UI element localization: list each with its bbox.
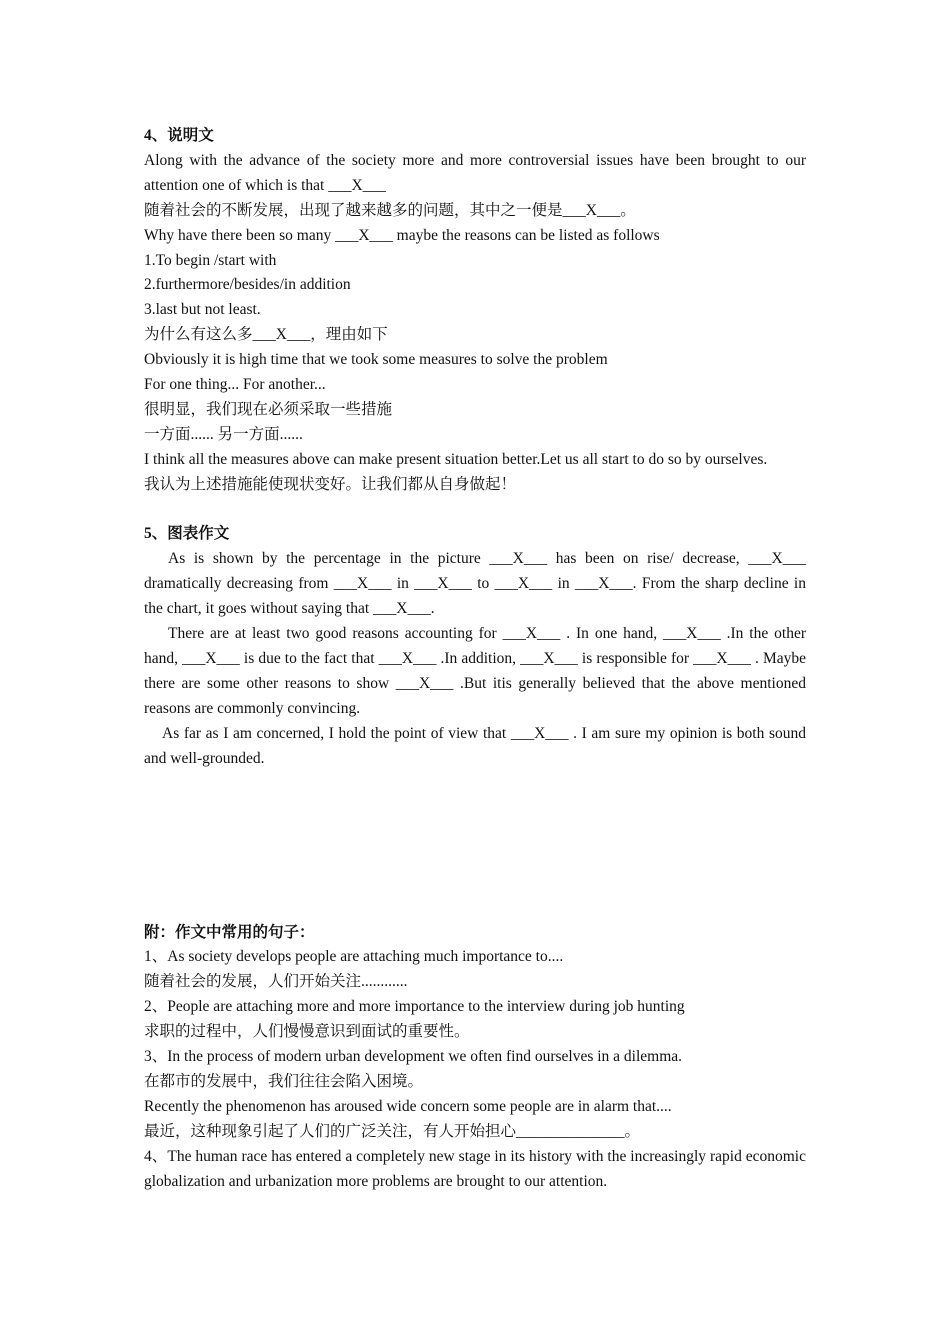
appendix-heading: 附：作文中常用的句子： [144, 923, 315, 941]
section-4-heading: 4、说明文 [144, 127, 214, 144]
appendix-line-2: 随着社会的发展，人们开始关注............ [144, 973, 408, 991]
section-4-line-5: 2.furthermore/besides/in addition [144, 276, 351, 294]
spacer [144, 498, 806, 523]
section-4-line-3: Why have there been so many ___X___ maybe the reasons can be listed as follows [144, 226, 660, 244]
section-5-heading: 5、图表作文 [144, 525, 230, 543]
appendix-line-6: 在都市的发展中，我们往往会陷入困境。 [144, 1072, 424, 1090]
appendix-line-5: 3、In the process of modern urban development we often find ourselves in a dilemma. [144, 1048, 683, 1066]
section-5-paragraph-3: As far as I am concerned, I hold the point of view that ___X___ . I am sure my opinion is both sound and well-grounded. [144, 724, 806, 767]
section-5-paragraph-1: As is shown by the percentage in the picture ___X___ has been on rise/ decrease, ___X___ dramatically decreasing from ___X___ in ___X___ to ___X___ in ___X___. From the sharp decline in the chart, it goes without saying that ___X___. [144, 550, 806, 618]
appendix-line-9: 4、The human race has entered a completely new stage in its history with the increasingly rapid economic globalization and urbanization more problems are brought to our attention. [144, 1147, 806, 1190]
appendix-line-1: 1、As society develops people are attaching much importance to.... [144, 948, 564, 966]
section-4-line-7: 为什么有这么多___X___，理由如下 [144, 326, 388, 344]
document-page [144, 124, 806, 1195]
appendix-line-7: Recently the phenomenon has aroused wide concern some people are in alarm that.... [144, 1097, 672, 1115]
appendix-line-8: 最近，这种现象引起了人们的广泛关注，有人开始担心______________。 [144, 1122, 641, 1140]
section-4-line-13: 我认为上述措施能使现状变好。让我们都从自身做起！ [144, 475, 517, 493]
section-4-line-10: 很明显，我们现在必须采取一些措施 [144, 400, 393, 418]
section-4-line-8: Obviously it is high time that we took some measures to solve the problem [144, 351, 608, 369]
section-4-line-2: 随着社会的不断发展，出现了越来越多的问题，其中之一便是___X___。 [144, 201, 636, 219]
section-5-paragraph-2: There are at least two good reasons accounting for ___X___ . In one hand, ___X___ .In the other hand, ___X___ is due to the fact that ___X___ .In addition, ___X___ is responsible for ___X___ . Maybe there are some other reasons to show ___X___ .But itis generally believed that the above mentioned reasons are commonly convincing. [144, 625, 806, 717]
appendix-line-3: 2、People are attaching more and more importance to the interview during job hunting [144, 998, 685, 1016]
appendix-line-4: 求职的过程中，人们慢慢意识到面试的重要性。 [144, 1023, 470, 1041]
section-4-line-11: 一方面...... 另一方面...... [144, 425, 303, 443]
section-4-line-4: 1.To begin /start with [144, 251, 277, 269]
section-4-line-6: 3.last but not least. [144, 301, 261, 319]
section-4-line-12: I think all the measures above can make present situation better.Let us all start to do so by ourselves. [144, 450, 768, 468]
spacer [144, 772, 806, 921]
section-4-line-9: For one thing... For another... [144, 376, 326, 394]
section-4-line-1: Along with the advance of the society more and more controversial issues have been brought to our attention one of which is that ___X___ [144, 151, 806, 194]
